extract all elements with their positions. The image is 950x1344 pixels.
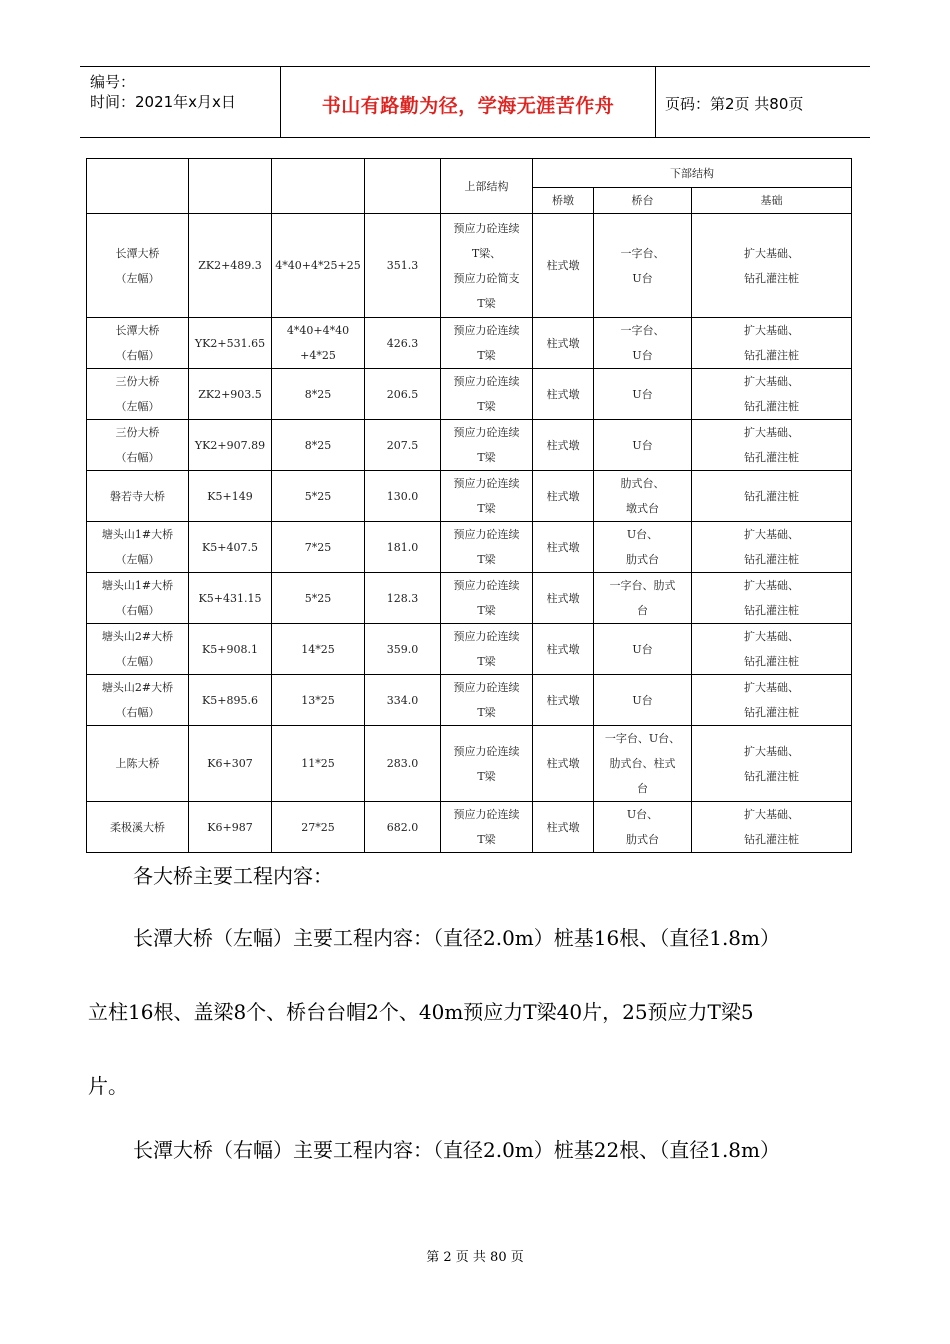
upper-structure-cell — [441, 675, 533, 726]
header-page-cell — [655, 67, 870, 137]
span-cell-line: 4*40+4*25+25 — [275, 259, 361, 272]
table-header-row — [87, 159, 852, 188]
abutment-cell — [594, 369, 692, 420]
page-footer: 第 2 页 共 80 页 — [426, 1250, 524, 1265]
span-cell-line: 4*40+4*40 — [286, 324, 350, 337]
table-row — [87, 573, 852, 624]
number-label: 编号： — [90, 73, 136, 91]
bridge-table — [86, 158, 852, 853]
paragraph-line: 长潭大桥（右幅）主要工程内容：（直径2.0m）桩基22根、（直径1.8m） — [133, 1138, 780, 1162]
upper-structure-cell — [441, 369, 533, 420]
span-cell — [272, 675, 365, 726]
header-cell-blank — [365, 159, 441, 214]
foundation-cell-line: 钻孔灌注桩 — [744, 833, 799, 846]
abutment-cell-line: U台 — [632, 349, 653, 362]
upper-structure-cell-line: T梁 — [477, 349, 496, 362]
header-abutment: 桥台 — [594, 188, 692, 214]
pier-cell: 柱式墩 — [533, 802, 594, 853]
span-cell — [272, 420, 365, 471]
station-cell: YK2+907.89 — [189, 420, 272, 471]
abutment-cell-line: U台 — [632, 642, 653, 656]
bridge-name-cell-line: 塘头山2#大桥 — [101, 681, 174, 694]
bridge-name-cell — [87, 802, 189, 853]
foundation-cell-line: 扩大基础、 — [744, 630, 799, 643]
abutment-cell-line: 肋式台、柱式 — [609, 757, 676, 770]
foundation-cell — [692, 214, 852, 318]
upper-structure-cell-line: 预应力砼连续 — [453, 681, 520, 694]
table-row — [87, 522, 852, 573]
table-row — [87, 420, 852, 471]
bridge-name-cell — [87, 522, 189, 573]
foundation-cell-line: 扩大基础、 — [744, 808, 799, 821]
bridge-name-cell — [87, 214, 189, 318]
abutment-cell — [594, 675, 692, 726]
foundation-cell-line: 扩大基础、 — [744, 579, 799, 592]
pier-cell: 柱式墩 — [533, 369, 594, 420]
abutment-cell-line: U台、 — [626, 808, 659, 821]
foundation-cell-line: 扩大基础、 — [744, 375, 799, 388]
upper-structure-cell-line: T梁 — [477, 553, 496, 566]
bridge-name-cell-line: （右幅） — [115, 349, 160, 362]
upper-structure-cell-line: 预应力砼连续 — [453, 808, 520, 821]
span-cell-line: 27*25 — [301, 820, 335, 834]
table-row — [87, 318, 852, 369]
foundation-cell-line: 钻孔灌注桩 — [744, 451, 799, 464]
upper-structure-cell-line: T梁 — [477, 400, 496, 413]
span-cell-line: 8*25 — [304, 387, 332, 401]
table-row — [87, 214, 852, 318]
bridge-name-cell — [87, 675, 189, 726]
abutment-cell-line: 肋式台 — [626, 833, 659, 846]
pier-cell: 柱式墩 — [533, 214, 594, 318]
station-cell: K5+908.1 — [189, 624, 272, 675]
upper-structure-cell — [441, 726, 533, 802]
length-cell: 181.0 — [365, 522, 441, 573]
abutment-cell — [594, 214, 692, 318]
upper-structure-cell-line: T梁 — [477, 833, 496, 846]
pier-cell: 柱式墩 — [533, 573, 594, 624]
bridge-name-cell-line: 上陈大桥 — [115, 757, 160, 770]
span-cell — [272, 369, 365, 420]
abutment-cell — [594, 726, 692, 802]
abutment-cell-line: U台、 — [626, 528, 659, 541]
page-label: 页码：第2页 共80页 — [665, 95, 804, 113]
foundation-cell-line: 钻孔灌注桩 — [744, 400, 799, 413]
foundation-cell — [692, 420, 852, 471]
station-cell: K6+987 — [189, 802, 272, 853]
foundation-cell — [692, 471, 852, 522]
upper-structure-cell-line: T梁 — [477, 769, 496, 783]
abutment-cell — [594, 522, 692, 573]
length-cell: 283.0 — [365, 726, 441, 802]
upper-structure-cell-line: 预应力砼连续 — [453, 375, 520, 388]
bridge-name-cell — [87, 573, 189, 624]
foundation-cell-line: 扩大基础、 — [744, 426, 799, 439]
station-cell: ZK2+489.3 — [189, 214, 272, 318]
upper-structure-cell — [441, 573, 533, 624]
foundation-cell-line: 扩大基础、 — [744, 681, 799, 694]
bridge-name-cell-line: 塘头山1#大桥 — [101, 528, 174, 541]
foundation-cell-line: 钻孔灌注桩 — [744, 604, 799, 617]
header-pier: 桥墩 — [533, 188, 594, 214]
foundation-cell — [692, 573, 852, 624]
span-cell — [272, 726, 365, 802]
paragraph-line: 片。 — [88, 1074, 128, 1098]
upper-structure-cell-line: T梁 — [477, 502, 496, 515]
abutment-cell-line: 一字台、 — [620, 246, 665, 260]
paragraph-line: 立柱16根、盖梁8个、桥台台帽2个、40m预应力T梁40片，25预应力T梁5 — [88, 1000, 754, 1024]
foundation-cell — [692, 522, 852, 573]
foundation-cell-line: 扩大基础、 — [744, 246, 799, 260]
upper-structure-cell-line: 预应力砼简支 — [453, 271, 520, 285]
abutment-cell-line: U台 — [632, 387, 653, 401]
span-cell-line: 7*25 — [304, 540, 332, 554]
station-cell: K5+149 — [189, 471, 272, 522]
length-cell: 128.3 — [365, 573, 441, 624]
paragraph-line: 长潭大桥（左幅）主要工程内容：（直径2.0m）桩基16根、（直径1.8m） — [133, 926, 780, 950]
upper-structure-cell — [441, 318, 533, 369]
upper-structure-cell-line: T梁 — [477, 604, 496, 617]
abutment-cell-line: 肋式台 — [626, 553, 659, 566]
table-row — [87, 471, 852, 522]
page-header — [80, 66, 870, 138]
span-cell — [272, 214, 365, 318]
upper-structure-cell — [441, 802, 533, 853]
abutment-cell-line: 台 — [637, 782, 648, 795]
abutment-cell-line: 肋式台、 — [620, 477, 665, 490]
pier-cell: 柱式墩 — [533, 624, 594, 675]
length-cell: 207.5 — [365, 420, 441, 471]
upper-structure-cell — [441, 471, 533, 522]
pier-cell: 柱式墩 — [533, 420, 594, 471]
span-cell-line: 5*25 — [304, 591, 332, 605]
foundation-cell — [692, 726, 852, 802]
upper-structure-cell-line: 预应力砼连续 — [453, 221, 520, 235]
station-cell: K5+431.15 — [189, 573, 272, 624]
foundation-cell-line: 扩大基础、 — [744, 744, 799, 758]
table-row — [87, 802, 852, 853]
bridge-name-cell-line: （左幅） — [115, 271, 160, 285]
abutment-cell — [594, 471, 692, 522]
bridge-name-cell — [87, 471, 189, 522]
abutment-cell-line: 墩式台 — [626, 502, 659, 515]
station-cell: K5+407.5 — [189, 522, 272, 573]
foundation-cell-line: 钻孔灌注桩 — [744, 349, 799, 362]
span-cell-line: 11*25 — [301, 757, 335, 770]
station-cell: YK2+531.65 — [189, 318, 272, 369]
bridge-name-cell — [87, 624, 189, 675]
abutment-cell-line: U台 — [632, 271, 653, 285]
span-cell — [272, 522, 365, 573]
span-cell — [272, 471, 365, 522]
header-cell-blank — [189, 159, 272, 214]
pier-cell: 柱式墩 — [533, 675, 594, 726]
abutment-cell-line: 一字台、肋式 — [609, 579, 676, 592]
station-cell: ZK2+903.5 — [189, 369, 272, 420]
length-cell: 359.0 — [365, 624, 441, 675]
abutment-cell — [594, 802, 692, 853]
motto-text: 书山有路勤为径，学海无涯苦作舟 — [321, 95, 615, 117]
foundation-cell-line: 扩大基础、 — [744, 528, 799, 541]
foundation-cell-line: 钻孔灌注桩 — [744, 655, 799, 668]
length-cell: 130.0 — [365, 471, 441, 522]
span-cell — [272, 318, 365, 369]
foundation-cell-line: 钻孔灌注桩 — [744, 271, 799, 285]
table-row — [87, 369, 852, 420]
foundation-cell-line: 钻孔灌注桩 — [744, 553, 799, 566]
abutment-cell-line: 一字台、 — [620, 324, 665, 337]
bridge-name-cell — [87, 369, 189, 420]
abutment-cell-line: 一字台、U台、 — [604, 732, 681, 745]
pier-cell: 柱式墩 — [533, 522, 594, 573]
span-cell-line: 14*25 — [301, 642, 335, 656]
upper-structure-cell-line: T梁、 — [471, 246, 502, 260]
station-cell: K5+895.6 — [189, 675, 272, 726]
length-cell: 426.3 — [365, 318, 441, 369]
upper-structure-cell-line: 预应力砼连续 — [453, 630, 520, 643]
length-cell: 334.0 — [365, 675, 441, 726]
bridge-name-cell-line: 磐若寺大桥 — [110, 489, 165, 503]
bridge-name-cell — [87, 726, 189, 802]
abutment-cell-line: U台 — [632, 693, 653, 707]
upper-structure-cell — [441, 522, 533, 573]
header-lower-structure: 下部结构 — [533, 159, 852, 188]
abutment-cell-line: U台 — [632, 438, 653, 452]
bridge-name-cell-line: 三份大桥 — [115, 375, 160, 388]
bridge-name-cell-line: 柔极溪大桥 — [110, 820, 165, 834]
upper-structure-cell-line: T梁 — [477, 655, 496, 668]
header-cell-blank — [272, 159, 365, 214]
table-row — [87, 675, 852, 726]
header-meta-cell — [80, 67, 280, 137]
abutment-cell — [594, 573, 692, 624]
span-cell-line: 5*25 — [304, 489, 332, 503]
bridge-name-cell — [87, 318, 189, 369]
span-cell-line: 13*25 — [301, 693, 335, 707]
bridge-name-cell-line: （右幅） — [115, 451, 160, 464]
span-cell — [272, 624, 365, 675]
foundation-cell-line: 扩大基础、 — [744, 324, 799, 337]
upper-structure-cell-line: 预应力砼连续 — [453, 324, 520, 337]
length-cell: 682.0 — [365, 802, 441, 853]
bridge-name-cell-line: （右幅） — [115, 706, 160, 719]
bridge-name-cell-line: （左幅） — [115, 655, 160, 668]
foundation-cell-line: 钻孔灌注桩 — [744, 706, 799, 719]
upper-structure-cell-line: 预应力砼连续 — [453, 426, 520, 439]
foundation-cell-line: 钻孔灌注桩 — [744, 489, 799, 503]
foundation-cell — [692, 802, 852, 853]
bridge-name-cell-line: （右幅） — [115, 604, 160, 617]
abutment-cell — [594, 624, 692, 675]
abutment-cell-line: 台 — [637, 604, 648, 617]
foundation-cell-line: 钻孔灌注桩 — [744, 769, 799, 783]
span-cell-line: +4*25 — [300, 349, 336, 362]
length-cell: 206.5 — [365, 369, 441, 420]
pier-cell: 柱式墩 — [533, 726, 594, 802]
upper-structure-cell-line: 预应力砼连续 — [453, 744, 520, 758]
table-row — [87, 726, 852, 802]
header-cell-blank — [87, 159, 189, 214]
foundation-cell — [692, 318, 852, 369]
header-upper-structure: 上部结构 — [441, 159, 533, 214]
upper-structure-cell-line: 预应力砼连续 — [453, 528, 520, 541]
foundation-cell — [692, 624, 852, 675]
section-heading: 各大桥主要工程内容： — [133, 864, 333, 888]
bridge-name-cell-line: （左幅） — [115, 553, 160, 566]
header-motto-cell — [280, 67, 656, 137]
table-row — [87, 624, 852, 675]
pier-cell: 柱式墩 — [533, 471, 594, 522]
upper-structure-cell-line: 预应力砼连续 — [453, 579, 520, 592]
span-cell — [272, 802, 365, 853]
bridge-name-cell-line: 长潭大桥 — [115, 246, 160, 260]
span-cell-line: 8*25 — [304, 438, 332, 452]
foundation-cell — [692, 369, 852, 420]
abutment-cell — [594, 318, 692, 369]
abutment-cell — [594, 420, 692, 471]
upper-structure-cell-line: T梁 — [477, 706, 496, 719]
span-cell — [272, 573, 365, 624]
bridge-name-cell-line: 塘头山1#大桥 — [101, 579, 174, 592]
upper-structure-cell-line: T梁 — [477, 296, 496, 310]
pier-cell: 柱式墩 — [533, 318, 594, 369]
foundation-cell — [692, 675, 852, 726]
time-label: 时间：2021年x月x日 — [90, 93, 236, 111]
bridge-name-cell-line: （左幅） — [115, 400, 160, 413]
station-cell: K6+307 — [189, 726, 272, 802]
upper-structure-cell-line: 预应力砼连续 — [453, 477, 520, 490]
upper-structure-cell — [441, 214, 533, 318]
bridge-name-cell-line: 塘头山2#大桥 — [101, 630, 174, 643]
bridge-name-cell-line: 三份大桥 — [115, 426, 160, 439]
bridge-name-cell — [87, 420, 189, 471]
header-foundation: 基础 — [692, 188, 852, 214]
bridge-name-cell-line: 长潭大桥 — [115, 324, 160, 337]
upper-structure-cell — [441, 420, 533, 471]
upper-structure-cell-line: T梁 — [477, 451, 496, 464]
upper-structure-cell — [441, 624, 533, 675]
length-cell: 351.3 — [365, 214, 441, 318]
